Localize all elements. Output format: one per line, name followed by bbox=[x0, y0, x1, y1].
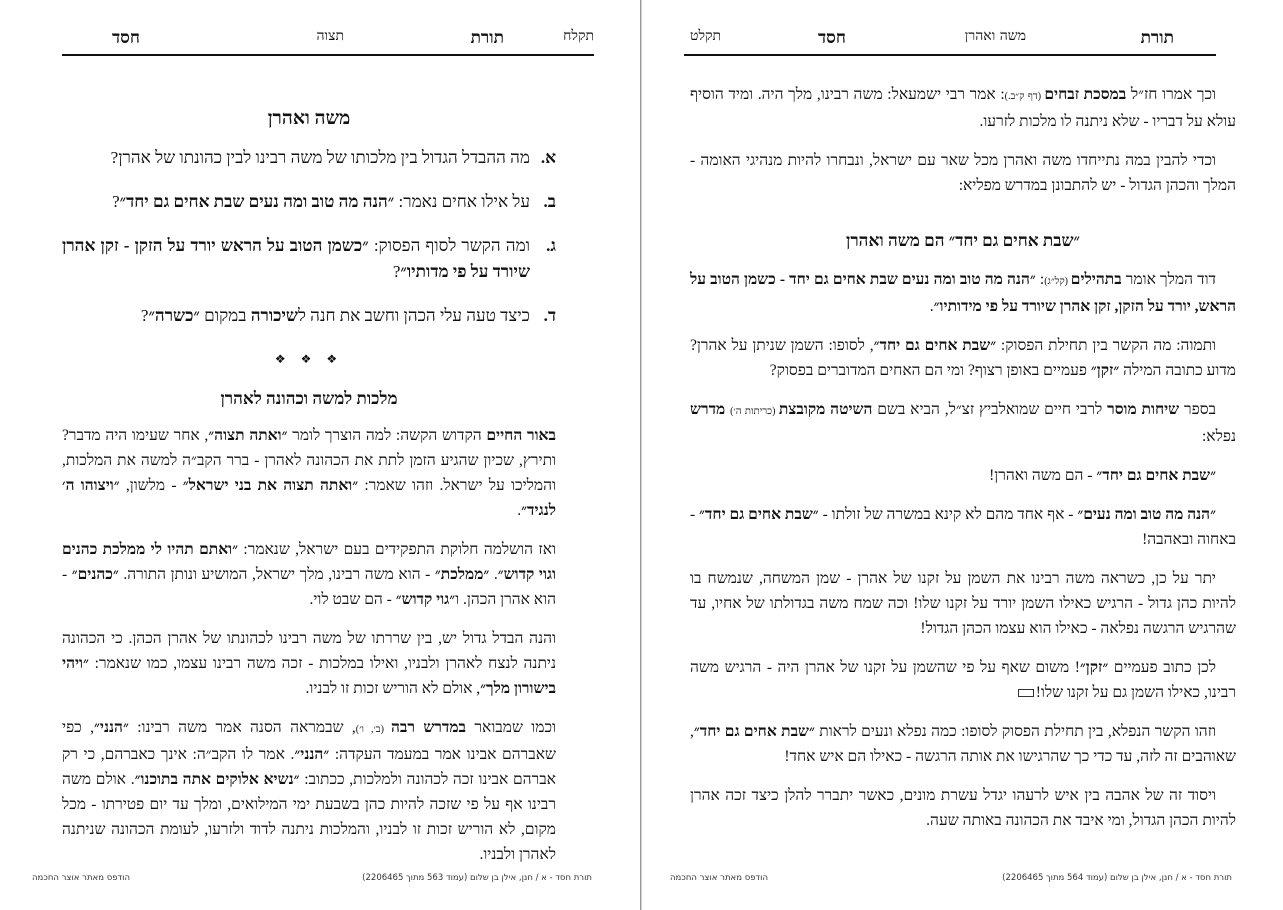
paragraph: בספר שיחות מוסר לרבי חיים שמואלביץ זצ״ל, הביא בשם השיטה מקובצת (כריתות ה׳) מדרש נפלא: bbox=[690, 401, 1236, 445]
parsha-name: תצוה bbox=[316, 28, 344, 44]
paragraph: באור החיים הקדוש הקשה: למה הוצרך לומר ״ואתה תצוה״, אחר שעימו היה מדבר? ותירץ, שכיון שהגיע הזמן לתת את הכהונה לאהרן - ברר הקב״ה למשה את המלכות, והמליכו על ישראל. וזהו שאמר: ״ואתה תצוה את בני ישראל״ - מלשון, ״ויצוהו ה׳ לנגיד״. bbox=[62, 427, 556, 519]
right-page-footer bbox=[670, 873, 1232, 887]
left-page-header bbox=[62, 28, 594, 56]
question-item: ג. ומה הקשר לסוף הפסוק: ״כשמן הטוב על הראש יורד על הזקן - זקן אהרן שיורד על פי מדותיו״? bbox=[62, 236, 556, 281]
parsha-name: משה ואהרן bbox=[964, 28, 1026, 44]
footer-source: תורת חסד - א / חנן, אילן בן שלום (עמוד 563 מתוך 2206465) bbox=[362, 873, 592, 883]
questions-list bbox=[62, 145, 556, 329]
paragraph: וכדי להבין במה נתייחדו משה ואהרן מכל שאר עם ישראל, ונבחרו להיות מנהיגי האומה - המלך והכהן הגדול - יש להתבונן במדרש מפליא: bbox=[690, 152, 1236, 194]
paragraph: ויסוד זה של אהבה בין איש לרעהו יגדל עשרת מונים, כאשר יתברר להלן כיצד זכה אהרן להיות הכהן הגדול, ומי איבד את הכהונה באותה שעה. bbox=[690, 787, 1236, 829]
right-page-header bbox=[684, 28, 1216, 56]
paragraph: יתר על כן, כשראה משה רבינו את השמן על זקנו של אהרן - שמן המשחה, שנמשח בו להיות כהן גדול - הרגיש כאילו השמן יורד על זקנו שלו! וכה שמח משה בגדולתו של אחיו, עד שהרגיש הרגשה נפלאה - כאילו הוא עצמו הכהן הגדול! bbox=[690, 570, 1236, 637]
paragraph: לכן כתוב פעמיים ״זקן״! משום שאף על פי שהשמן על זקנו של אהרן היה - הרגיש משה רבינו, כאילו השמן גם על זקנו שלו! bbox=[690, 659, 1236, 701]
right-page-body bbox=[690, 82, 1236, 847]
paragraph: דוד המלך אומר בתהילים (קל״ג): ״הנה מה טוב ומה נעים שבת אחים גם יחד - כשמן הטוב על הראש, יורד על הזקן, זקן אהרן שיורד על פי מידותיו״. bbox=[690, 271, 1236, 315]
chapter-title: משה ואהרן bbox=[267, 108, 351, 129]
paragraph: והנה הבדל גדול יש, בין שררתו של משה רבינו לכהונתו של אהרן הכהן. כי הכהונה ניתנה לנצח לאהרן ולבניו, ואילו במלכות - זכה משה רבינו עצמו, כמו שנאמר: ״ויהי בישורון מלך״, אולם לא הוריש זכות זו לבניו. bbox=[62, 630, 556, 697]
section-separator: ❖ ❖ ❖ bbox=[274, 352, 344, 366]
book-title: תורת bbox=[470, 28, 504, 48]
question-item: ב. על אילו אחים נאמר: ״הנה מה טוב ומה נעים שבת אחים גם יחד״? bbox=[112, 192, 556, 211]
page-number: תקלט bbox=[690, 28, 722, 44]
midrash-line: ״הנה מה טוב ומה נעים״ - אף אחד מהם לא קינא במשרה של זולתו - ״שבת אחים גם יחד״ - באחוה ובאהבה! bbox=[690, 506, 1236, 548]
paragraph: וזהו הקשר הנפלא, בין תחילת הפסוק לסופו: כמה נפלא ונעים לראות ״שבת אחים גם יחד״, שאוהבים זה לזה, עד כדי כך שהרגישו את אותה הרגשה - כאילו הם איש אחד! bbox=[690, 723, 1236, 765]
footer-printed-from: הודפס מאתר אוצר החכמה bbox=[32, 873, 131, 883]
left-page-body bbox=[62, 106, 556, 881]
paragraph: ואז הושלמה חלוקת התפקידים בעם ישראל, שנאמר: ״ואתם תהיו לי ממלכת כהנים וגוי קדוש״. ״ממלכת״ - הוא משה רבינו, מלך ישראל, המושיע ונותן התורה. ״כהנים״ - הוא אהרן הכהן. ו״גוי קדוש״ - הם שבט לוי. bbox=[62, 541, 556, 608]
book-title: תורת bbox=[1140, 28, 1174, 48]
page-number: תקלח bbox=[563, 28, 594, 44]
right-page bbox=[642, 0, 1283, 910]
volume-name: חסד bbox=[818, 28, 846, 48]
footer-printed-from: הודפס מאתר אוצר החכמה bbox=[670, 873, 769, 883]
section-title: ״שבת אחים גם יחד״ הם משה ואהרן bbox=[846, 231, 1080, 250]
left-page-footer bbox=[32, 873, 592, 887]
paragraph: ותמוה: מה הקשר בין תחילת הפסוק: ״שבת אחים גם יחד״, לסופו: השמן שניתן על אהרן? מדוע כתובה המילה ״זקן״ פעמיים באופן רצוף? ומי הם האחים המדוברים בפסוק? bbox=[690, 337, 1236, 379]
stamp-icon bbox=[1018, 689, 1034, 697]
question-item: ד. כיצד טעה עלי הכהן וחשב את חנה לשיכורה במקום ״כשרה״? bbox=[140, 306, 556, 325]
left-page bbox=[0, 0, 641, 910]
question-item: א. מה ההבדל הגדול בין מלכותו של משה רבינו לבין כהונתו של אהרן? bbox=[110, 148, 556, 167]
paragraph: וכמו שמבואר במדרש רבה (ב׳, ו׳), שבמראה הסנה אמר משה רבינו: ״הנני״, כפי שאברהם אבינו אמר במעמד העקדה: ״הנני״. אמר לו הקב״ה: אינך כאברהם, כי רק אברהם אבינו זכה לכהונה ולמלכות, ככתוב: ״נשיא אלוקים אתה בתוכנו״. אולם משה רבינו אף על פי שזכה להיות כהן בשבעת ימי המילואים, ומלך עד יום פטירתו - מכל מקום, לא הוריש זכות זו לבניו, והמלכות ניתנה לדוד ולזרעו, לעומת הכהונה שניתנה לאהרן ולבניו. bbox=[62, 719, 557, 863]
footer-source: תורת חסד - א / חנן, אילן בן שלום (עמוד 564 מתוך 2206465) bbox=[1002, 873, 1232, 883]
volume-name: חסד bbox=[112, 28, 140, 48]
paragraph: וכך אמרו חז״ל במסכת זבחים (דף ק״ב.): אמר רבי ישמעאל: משה רבינו, מלך היה. ומיד הוסיף עולא על דבריו - שלא ניתנה לו מלכות לזרעו. bbox=[690, 86, 1236, 130]
section-title: מלכות למשה וכהונה לאהרן bbox=[220, 389, 398, 408]
midrash-line: ״שבת אחים גם יחד״ - הם משה ואהרן! bbox=[989, 467, 1216, 484]
